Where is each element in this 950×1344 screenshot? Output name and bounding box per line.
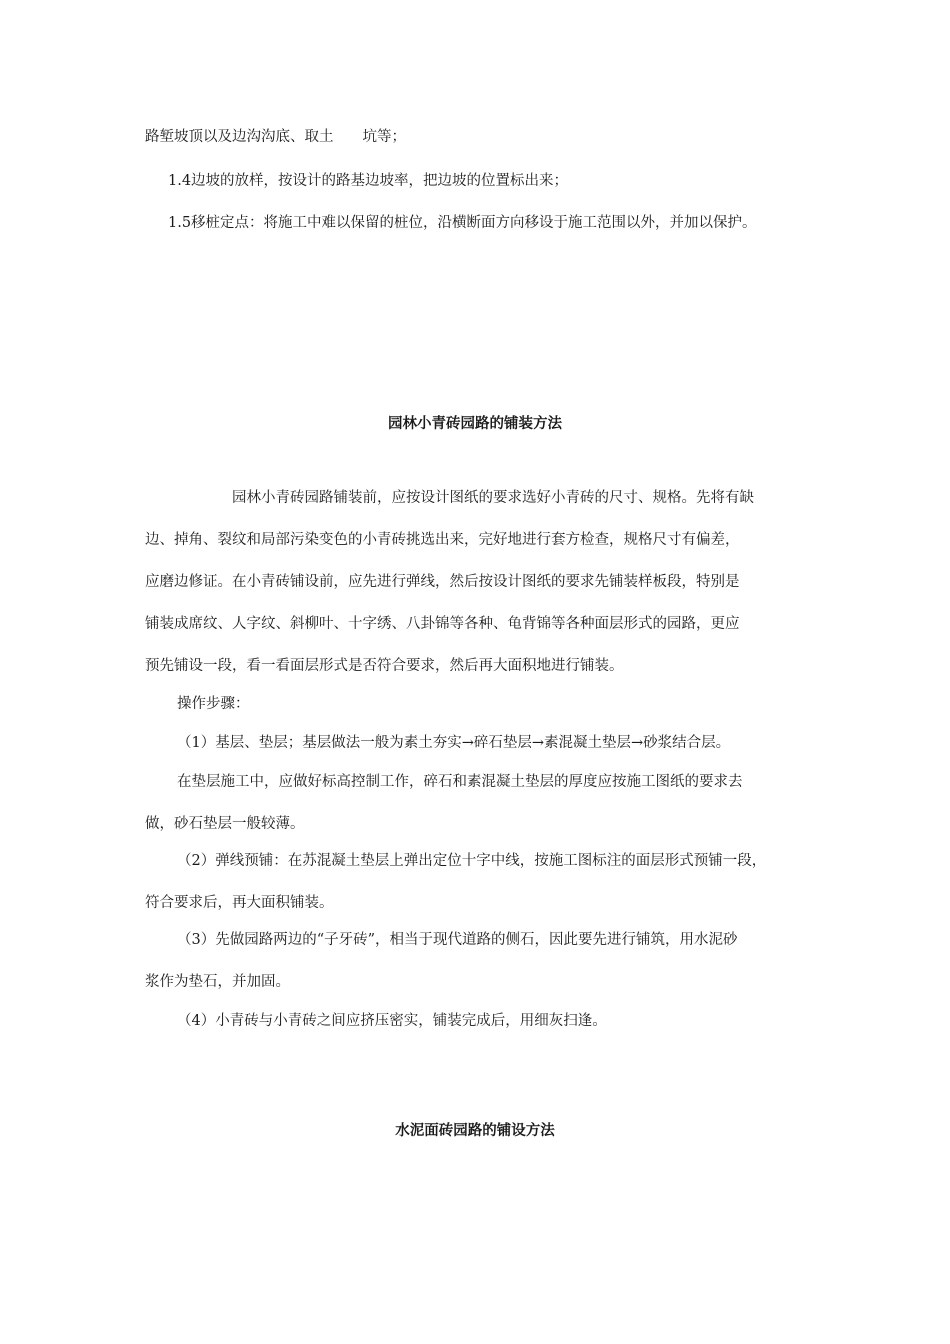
paragraph-line: 铺装成席纹、人字纹、斜柳叶、十字绣、八卦锦等各种、龟背锦等各种面层形式的园路，更应: [145, 616, 740, 632]
section-title-xiaoqingzhuan: 园林小青砖园路的铺装方法: [388, 416, 562, 432]
paragraph-line: 符合要求后，再大面积铺装。: [145, 895, 334, 911]
paragraph-line: 预先铺设一段，看一看面层形式是否符合要求，然后再大面积地进行铺装。: [145, 658, 624, 674]
paragraph-line: 应磨边修证。在小青砖铺设前，应先进行弹线，然后按设计图纸的要求先铺装样板段，特别是: [145, 574, 740, 590]
paragraph-line: 边、掉角、裂纹和局部污染变色的小青砖挑选出来，完好地进行套方检查，规格尺寸有偏差，: [145, 532, 740, 548]
section-title-shuinimianzhuan: 水泥面砖园路的铺设方法: [395, 1123, 555, 1139]
paragraph-line: 在垫层施工中，应做好标高控制工作，碎石和素混凝土垫层的厚度应按施工图纸的要求去: [177, 774, 743, 790]
steps-label: 操作步骤：: [177, 696, 250, 712]
paragraph-line: 园林小青砖园路铺装前，应按设计图纸的要求选好小青砖的尺寸、规格。先将有缺: [232, 490, 754, 506]
step-1: （1）基层、垫层；基层做法一般为素土夯实→碎石垫层→素混凝土垫层→砂浆结合层。: [177, 735, 731, 751]
list-item-1-4: 1.4边坡的放样，按设计的路基边坡率，把边坡的位置标出来；: [168, 173, 569, 189]
paragraph-line: 浆作为垫石，并加固。: [145, 974, 290, 990]
list-item-1-5: 1.5移桩定点：将施工中难以保留的桩位，沿横断面方向移设于施工范围以外，并加以保护。: [168, 215, 757, 231]
step-4: （4）小青砖与小青砖之间应挤压密实，铺装完成后，用细灰扫逢。: [177, 1013, 607, 1029]
step-2: （2）弹线预铺：在苏混凝土垫层上弹出定位十字中线，按施工图标注的面层形式预铺一段，: [177, 853, 767, 869]
paragraph-line: 做，砂石垫层一般较薄。: [145, 816, 305, 832]
step-3: （3）先做园路两边的“子牙砖”，相当于现代道路的侧石，因此要先进行铺筑，用水泥砂: [177, 932, 738, 948]
paragraph-line: 路堑坡顶以及边沟沟底、取土 坑等；: [145, 129, 406, 145]
